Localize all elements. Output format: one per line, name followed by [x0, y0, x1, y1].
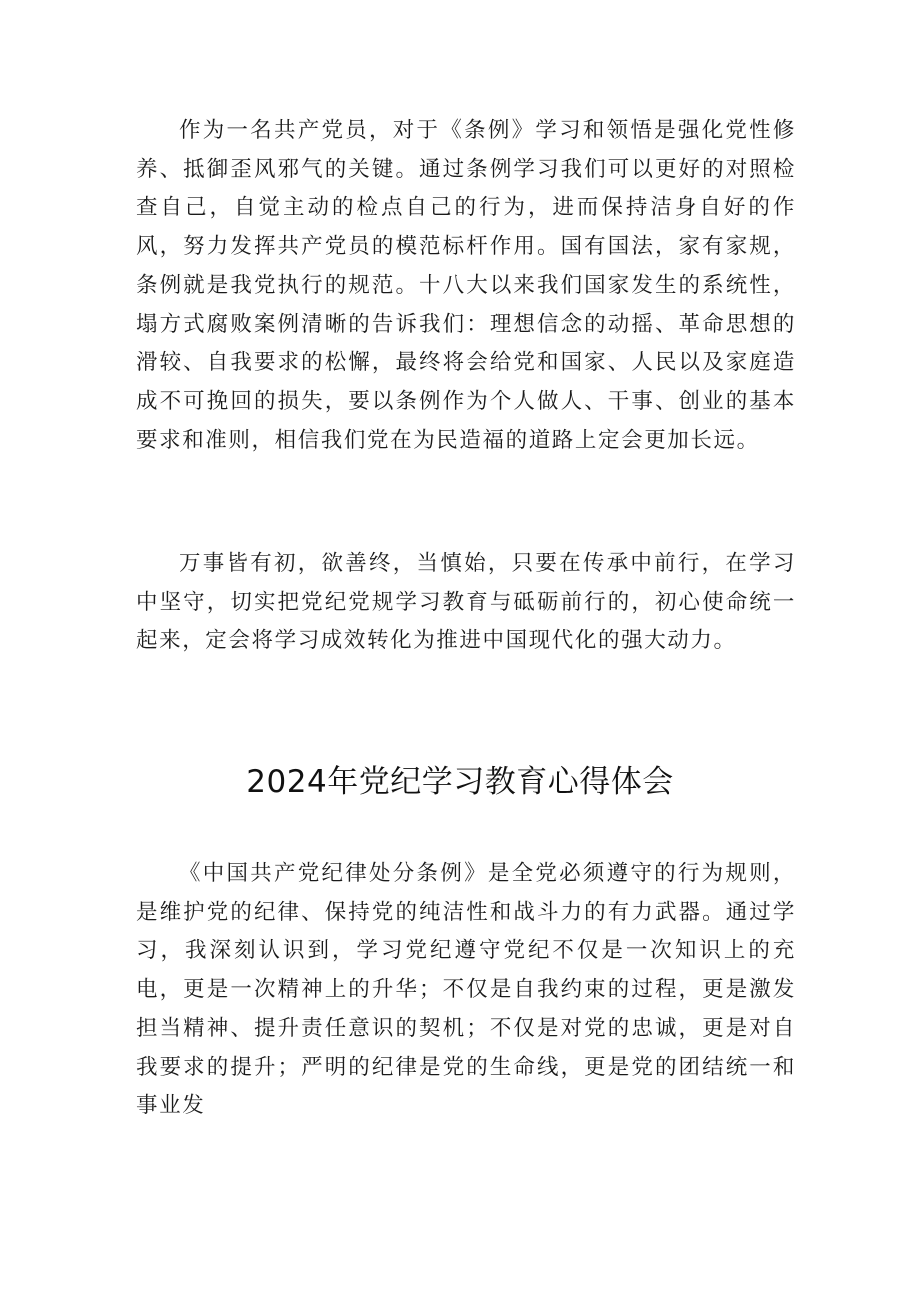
page-title: 2024年党纪学习教育心得体会 [246, 764, 674, 800]
body-paragraph: 《中国共产党纪律处分条例》是全党必须遵守的行为规则，是维护党的纪律、保持党的纯洁性和战斗力的有力武器。通过学习，我深刻认识到，学习党纪遵守党纪不仅是一次知识上的充电，更是一次精神上的升华；不仅是自我约束的过程，更是激发担当精神、提升责任意识的契机；不仅是对党的忠诚，更是对自我要求的提升；严明的纪律是党的生命线，更是党的团结统一和事业发 [136, 861, 796, 1119]
body-paragraph: 作为一名共产党员，对于《条例》学习和领悟是强化党性修养、抵御歪风邪气的关键。通过条例学习我们可以更好的对照检查自己，自觉主动的检点自己的行为，进而保持洁身自好的作风，努力发挥共产党员的模范标杆作用。国有国法，家有家规，条例就是我党执行的规范。十八大以来我们国家发生的系统性，塌方式腐败案例清晰的告诉我们：理想信念的动摇、革命思想的滑较、自我要求的松懈，最终将会给党和国家、人民以及家庭造成不可挽回的损失，要以条例作为个人做人、干事、创业的基本要求和准则，相信我们党在为民造福的道路上定会更加长远。 [136, 118, 796, 453]
body-paragraph: 万事皆有初，欲善终，当慎始，只要在传承中前行，在学习中坚守，切实把党纪党规学习教育与砥砺前行的，初心使命统一起来，定会将学习成效转化为推进中国现代化的强大动力。 [136, 551, 796, 654]
